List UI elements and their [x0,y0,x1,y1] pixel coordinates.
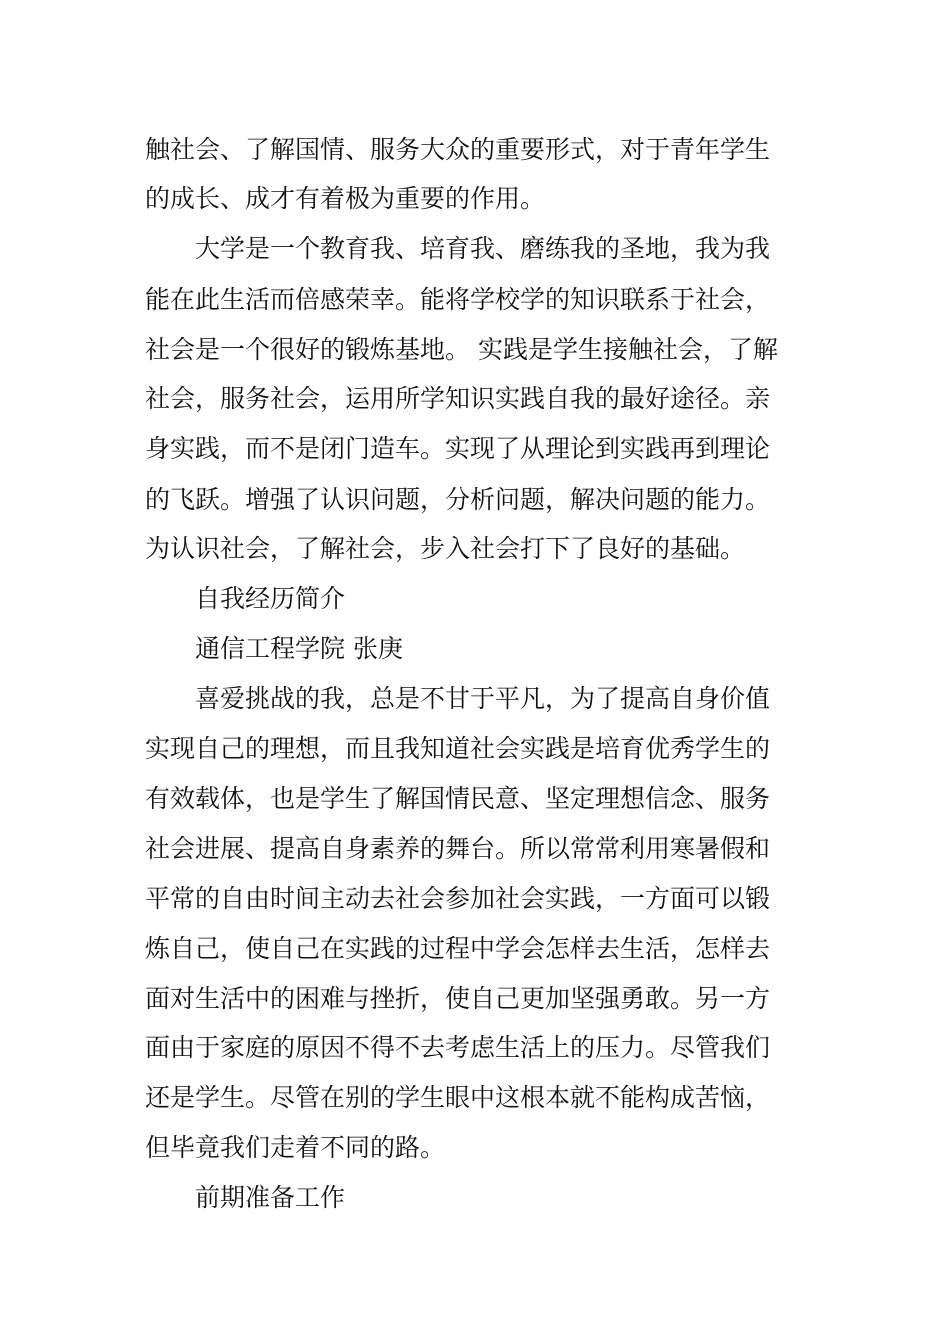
text-line: 社会是一个很好的锻炼基地。 实践是学生接触社会，了解 [145,335,778,364]
text-line: 社会，服务社会，运用所学知识实践自我的最好途径。亲 [145,384,771,413]
text-line: 面由于家庭的原因不得不去考虑生活上的压力。尽管我们 [145,1033,771,1062]
text-line: 实现自己的理想，而且我知道社会实践是培育优秀学生的 [145,734,771,763]
paragraph-first-line: 大学是一个教育我、培育我、磨练我的圣地，我为我 [195,234,771,263]
text-line: 炼自己，使自己在实践的过程中学会怎样去生活，怎样去 [145,934,771,963]
text-line: 但毕竟我们走着不同的路。 [145,1133,446,1162]
text-line: 有效载体，也是学生了解国情民意、坚定理想信念、服务 [145,784,771,813]
text-line: 触社会、了解国情、服务大众的重要形式，对于青年学生 [145,135,771,164]
text-line: 的成长、成才有着极为重要的作用。 [145,184,546,213]
paragraph-first-line: 喜爱挑战的我，总是不甘于平凡，为了提高自身价值 [195,684,771,713]
text-line: 面对生活中的困难与挫折，使自己更加坚强勇敢。另一方 [145,984,771,1013]
text-line: 的飞跃。增强了认识问题，分析问题，解决问题的能力。 [145,485,771,514]
text-line: 能在此生活而倍感荣幸。能将学校学的知识联系于社会， [145,285,771,314]
text-line: 身实践，而不是闭门造车。实现了从理论到实践再到理论 [145,434,771,463]
text-line: 社会进展、提高自身素养的舞台。所以常常利用寒暑假和 [145,834,771,863]
section-heading: 自我经历简介 [195,584,346,613]
text-line: 平常的自由时间主动去社会参加社会实践，一方面可以锻 [145,884,771,913]
text-line: 为认识社会，了解社会，步入社会打下了良好的基础。 [145,534,746,563]
section-heading: 前期准备工作 [195,1183,346,1212]
author-line: 通信工程学院 张庚 [195,634,403,663]
text-line: 还是学生。尽管在别的学生眼中这根本就不能构成苦恼， [145,1083,771,1112]
